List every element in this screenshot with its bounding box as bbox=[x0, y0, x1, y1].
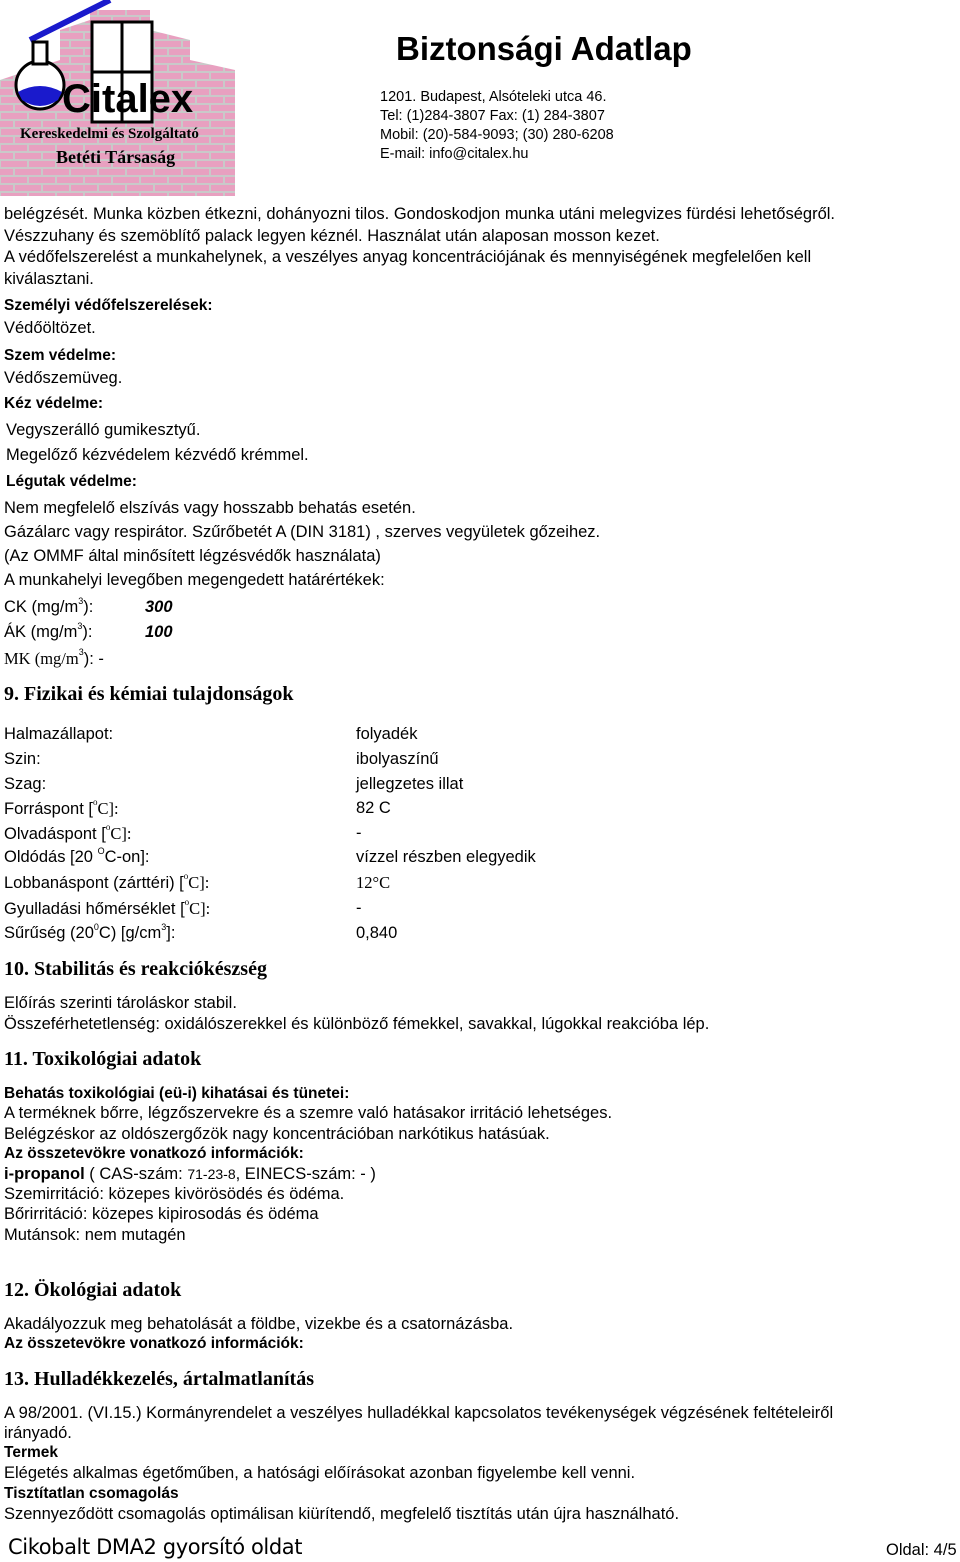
footer-page-number: Oldal: 4/5 bbox=[886, 1541, 957, 1559]
respiratory-protection-label: Légutak védelme: bbox=[6, 473, 137, 490]
waste-product-text: Elégetés alkalmas égetőműben, a hatósági előírásokat azonban figyelembe kell venni. bbox=[4, 1464, 636, 1482]
tox-effects-1: A terméknek bőrre, légzőszervekre és a szemre való hatásakor irritáció lehetséges. bbox=[4, 1104, 613, 1122]
ck-limit-value: 300 bbox=[145, 598, 173, 616]
s8-p1: belégzését. Munka közben étkezni, dohányozni tilos. Gondoskodjon munka utáni melegvizes fürdési lehetőségről. bbox=[4, 205, 835, 223]
hand-protection-value-1: Vegyszerálló gumikesztyű. bbox=[6, 421, 201, 439]
prop-label: Gyulladási hőmérséklet [$^o$C]: bbox=[4, 897, 211, 918]
prop-value: folyadék bbox=[356, 725, 418, 743]
respiratory-value-3: (Az OMMF által minősített légzésvédők használata) bbox=[4, 547, 381, 565]
prop-label: Halmazállapot: bbox=[4, 725, 114, 743]
prop-label: Forráspont [$^o$C]: bbox=[4, 797, 119, 818]
tox-effects-label: Behatás toxikológiai (eü-i) kihatásai és tünetei: bbox=[4, 1085, 350, 1102]
mk-limit-value: - bbox=[98, 650, 104, 668]
logo-line1: Kereskedelmi és Szolgáltató bbox=[20, 126, 199, 142]
section-13-title: 13. Hulladékkezelés, ártalmatlanítás bbox=[4, 1368, 314, 1390]
ecology-components-label: Az összetevökre vonatkozó információk: bbox=[4, 1335, 304, 1352]
eye-protection-label: Szem védelme: bbox=[4, 347, 116, 364]
hand-protection-value-2: Megelőző kézvédelem kézvédő krémmel. bbox=[6, 446, 309, 464]
ak-limit-label: ÁK $(mg/m^3)$: bbox=[4, 621, 93, 641]
mutagenicity: Mutánsok: nem mutagén bbox=[4, 1226, 186, 1244]
respiratory-value-1: Nem megfelelő elszívás vagy hosszabb behatás esetén. bbox=[4, 499, 416, 517]
section-12-title: 12. Ökológiai adatok bbox=[4, 1279, 182, 1301]
prop-value: 0,840 bbox=[356, 924, 398, 942]
tox-effects-2: Belégzéskor az oldószergőzök nagy koncentrációban narkótikus hatásúak. bbox=[4, 1125, 550, 1143]
prop-label: Szin: bbox=[4, 750, 41, 768]
logo-name: Citalex bbox=[62, 77, 194, 121]
header-address: 1201. Budapest, Alsóteleki utca 46. bbox=[380, 89, 607, 105]
header-mobil: Mobil: (20)-584-9093; (30) 280-6208 bbox=[380, 127, 614, 143]
ak-limit-value: 100 bbox=[145, 623, 173, 641]
mk-limit-label: MK $(mg/m^3)$: - bbox=[4, 647, 104, 668]
s8-p3: A védőfelszerelést a munkahelynek, a veszélyes anyag koncentrációjának és mennyiségének megfelelően kell bbox=[4, 248, 812, 266]
skin-irritation: Bőrirritáció: közepes kipirosodás és ödéma bbox=[4, 1205, 319, 1223]
document-title: Biztonsági Adatlap bbox=[396, 30, 692, 67]
stability-line-2: Összeférhetetlenség: oxidálószerekkel és különböző fémekkel, savakkal, lúgokkal reakcióba lép. bbox=[4, 1015, 710, 1033]
waste-product-label: Termek bbox=[4, 1444, 58, 1461]
prop-value: jellegzetes illat bbox=[356, 775, 464, 793]
header-email: E-mail: info@citalex.hu bbox=[380, 146, 529, 162]
prop-value: ibolyaszínű bbox=[356, 750, 439, 768]
eye-irritation: Szemirritáció: közepes kivörösödés és ödéma. bbox=[4, 1185, 345, 1203]
ecology-line-1: Akadályozzuk meg behatolását a földbe, vizekbe és a csatornázásba. bbox=[4, 1315, 514, 1333]
logo-line2: Betéti Társaság bbox=[56, 147, 176, 167]
hand-protection-label: Kéz védelme: bbox=[4, 395, 104, 412]
stability-line-1: Előírás szerinti tároláskor stabil. bbox=[4, 994, 237, 1012]
personal-protection-value: Védőöltözet. bbox=[4, 319, 96, 337]
s8-p2: Vészzuhany és szemöblítő palack legyen kéznél. Használat után alaposan mosson kezet. bbox=[4, 227, 660, 245]
waste-line-2: irányadó. bbox=[4, 1424, 72, 1442]
components-label: Az összetevökre vonatkozó információk: bbox=[4, 1145, 304, 1162]
waste-line-1: A 98/2001. (VI.15.) Kormányrendelet a veszélyes hulladékkal kapcsolatos tevékenységek végzésének feltételeiről bbox=[4, 1404, 834, 1422]
section-10-title: 10. Stabilitás és reakciókészség bbox=[4, 958, 267, 980]
citalex-logo bbox=[0, 0, 250, 196]
prop-value: 82 C bbox=[356, 799, 391, 817]
s8-p4: kiválasztani. bbox=[4, 270, 94, 288]
prop-label: Olvadáspont [$^o$C]: bbox=[4, 822, 132, 843]
waste-packaging-text: Szennyeződött csomagolás optimálisan kiürítendő, megfelelő tisztítás után újra használható. bbox=[4, 1505, 680, 1523]
prop-label: Lobbanáspont (zárttéri) [$^o$C]: bbox=[4, 871, 210, 892]
prop-value: - bbox=[356, 899, 362, 917]
prop-label: Oldódás [20 $^O$C-on]: bbox=[4, 846, 150, 866]
footer-product-name: Cikobalt DMA2 gyorsító oldat bbox=[8, 1535, 303, 1559]
prop-label: Sűrűség $(20^0C)$ $[g/cm^3]$: bbox=[4, 922, 176, 942]
prop-value: 12°C bbox=[356, 873, 391, 892]
personal-protection-label: Személyi védőfelszerelések: bbox=[4, 297, 213, 314]
exposure-limits-label: A munkahelyi levegőben megengedett határértékek: bbox=[4, 571, 385, 589]
eye-protection-value: Védőszemüveg. bbox=[4, 369, 123, 387]
component-line: i-propanol ( CAS-szám: 71-23-8, EINECS-szám: - ) bbox=[4, 1165, 376, 1183]
ck-limit-label: CK $(mg/m^3)$: bbox=[4, 596, 94, 616]
prop-value: vízzel részben elegyedik bbox=[356, 848, 536, 866]
section-9-title: 9. Fizikai és kémiai tulajdonságok bbox=[4, 683, 294, 705]
prop-label: Szag: bbox=[4, 775, 47, 793]
header-tel: Tel: (1)284-3807 Fax: (1) 284-3807 bbox=[380, 108, 605, 124]
prop-value: - bbox=[356, 824, 362, 842]
waste-packaging-label: Tisztítatlan csomagolás bbox=[4, 1485, 179, 1502]
section-11-title: 11. Toxikológiai adatok bbox=[4, 1048, 202, 1070]
respiratory-value-2: Gázálarc vagy respirátor. Szűrőbetét A (DIN 3181) , szerves vegyületek gőzeihez. bbox=[4, 523, 601, 541]
